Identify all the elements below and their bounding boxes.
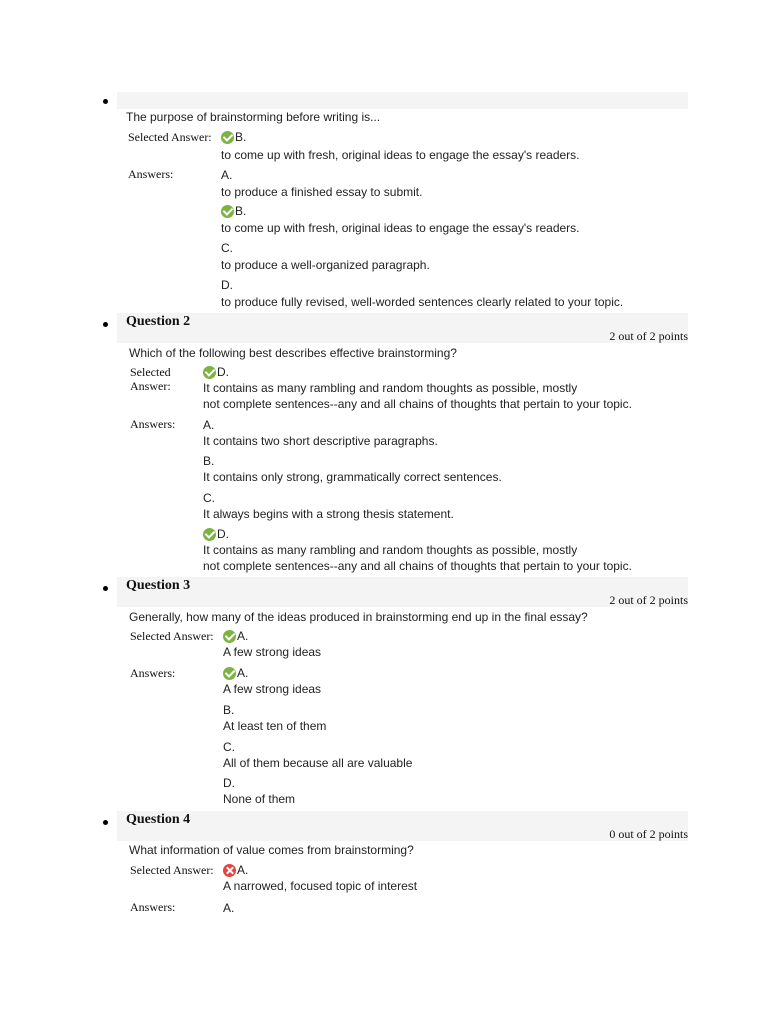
option-letter: A. (237, 863, 249, 877)
selected-answer (223, 863, 417, 894)
bullet (103, 820, 108, 825)
question-points: 2 out of 2 points (609, 329, 688, 343)
bullet (103, 322, 108, 327)
option-text-line2: not complete sentences--any and all chains of thoughts that pertain to your topic. (203, 559, 632, 573)
option-text: A narrowed, focused topic of interest (223, 879, 418, 893)
selected-answer-label: Selected Answer: (130, 863, 214, 877)
option-letter: D. (217, 365, 229, 379)
option-text: All of them because all are valuable (223, 756, 413, 770)
option-text-line1: It contains as many rambling and random thoughts as possible, mostly (203, 381, 578, 395)
answers-label: Answers: (130, 417, 176, 431)
check-icon (203, 366, 216, 379)
selected-label-line1: Selected (130, 365, 171, 379)
option-text-line1: It contains as many rambling and random thoughts as possible, mostly (203, 543, 578, 557)
question-prompt: What information of value comes from brainstorming? (129, 843, 414, 857)
answers-label: Answers: (130, 666, 176, 680)
option-letter: B. (203, 454, 215, 468)
option-text: At least ten of them (223, 719, 327, 733)
answer-option-d (203, 527, 632, 574)
answer-option-c (223, 740, 412, 771)
option-letter: A. (223, 901, 235, 915)
answer-option-a (223, 666, 321, 697)
option-letter: C. (221, 241, 233, 255)
bullet (103, 586, 108, 591)
check-icon (223, 630, 236, 643)
option-letter: A. (203, 418, 215, 432)
answer-option-c (221, 241, 430, 273)
selected-answer (203, 365, 632, 412)
check-icon (221, 205, 234, 218)
question-header (117, 313, 688, 343)
option-letter: C. (223, 740, 235, 754)
question-prompt: The purpose of brainstorming before writing is... (126, 110, 381, 124)
question-header (117, 92, 688, 109)
question-points: 0 out of 2 points (609, 827, 688, 841)
answers-label: Answers: (128, 167, 174, 181)
option-letter: D. (223, 776, 235, 790)
question-header (117, 811, 688, 841)
selected-answer-label (130, 365, 171, 393)
question-prompt: Generally, how many of the ideas produced in brainstorming end up in the final essay? (129, 610, 588, 624)
question-points: 2 out of 2 points (609, 593, 688, 607)
option-letter: A. (237, 666, 249, 680)
check-icon (221, 131, 234, 144)
question-prompt: Which of the following best describes effective brainstorming? (129, 346, 457, 360)
option-letter: B. (235, 204, 247, 218)
answer-option-b (223, 703, 326, 734)
answer-option-b (221, 204, 580, 236)
selected-answer (221, 130, 580, 163)
answer-option-d (223, 776, 295, 807)
option-letter: C. (203, 491, 215, 505)
option-letter: A. (221, 168, 233, 182)
option-text: to come up with fresh, original ideas to engage the essay's readers. (221, 148, 580, 162)
option-text: It always begins with a strong thesis statement. (203, 507, 454, 521)
answers-label: Answers: (130, 900, 176, 914)
answer-option-d (221, 278, 623, 310)
selected-answer-label: Selected Answer: (128, 130, 212, 144)
option-text: A few strong ideas (223, 682, 322, 696)
answer-option-a (223, 901, 234, 916)
option-text: to come up with fresh, original ideas to engage the essay's readers. (221, 221, 580, 235)
bullet (103, 99, 108, 104)
answer-option-c (203, 491, 454, 522)
option-letter: A. (237, 629, 249, 643)
option-letter: D. (217, 527, 229, 541)
option-text: A few strong ideas (223, 645, 322, 659)
answer-option-a (221, 168, 422, 200)
option-letter: B. (223, 703, 235, 717)
x-icon (223, 864, 236, 877)
selected-answer-label: Selected Answer: (130, 629, 214, 643)
answer-option-a (203, 418, 438, 449)
question-title: Question 2 (126, 314, 191, 329)
option-text: None of them (223, 792, 296, 806)
question-header (117, 577, 688, 607)
question-title: Question 3 (126, 578, 191, 593)
check-icon (223, 667, 236, 680)
selected-answer (223, 629, 321, 660)
selected-label-line2: Answer: (130, 379, 171, 393)
option-text: It contains only strong, grammatically correct sentences. (203, 470, 502, 484)
option-text-line2: not complete sentences--any and all chains of thoughts that pertain to your topic. (203, 397, 632, 411)
option-text: to produce a finished essay to submit. (221, 185, 423, 199)
option-letter: D. (221, 278, 233, 292)
option-text: to produce a well-organized paragraph. (221, 258, 430, 272)
question-title: Question 4 (126, 812, 191, 827)
option-letter: B. (235, 130, 247, 144)
check-icon (203, 528, 216, 541)
option-text: It contains two short descriptive paragraphs. (203, 434, 438, 448)
answer-option-b (203, 454, 502, 485)
option-text: to produce fully revised, well-worded sentences clearly related to your topic. (221, 295, 624, 309)
